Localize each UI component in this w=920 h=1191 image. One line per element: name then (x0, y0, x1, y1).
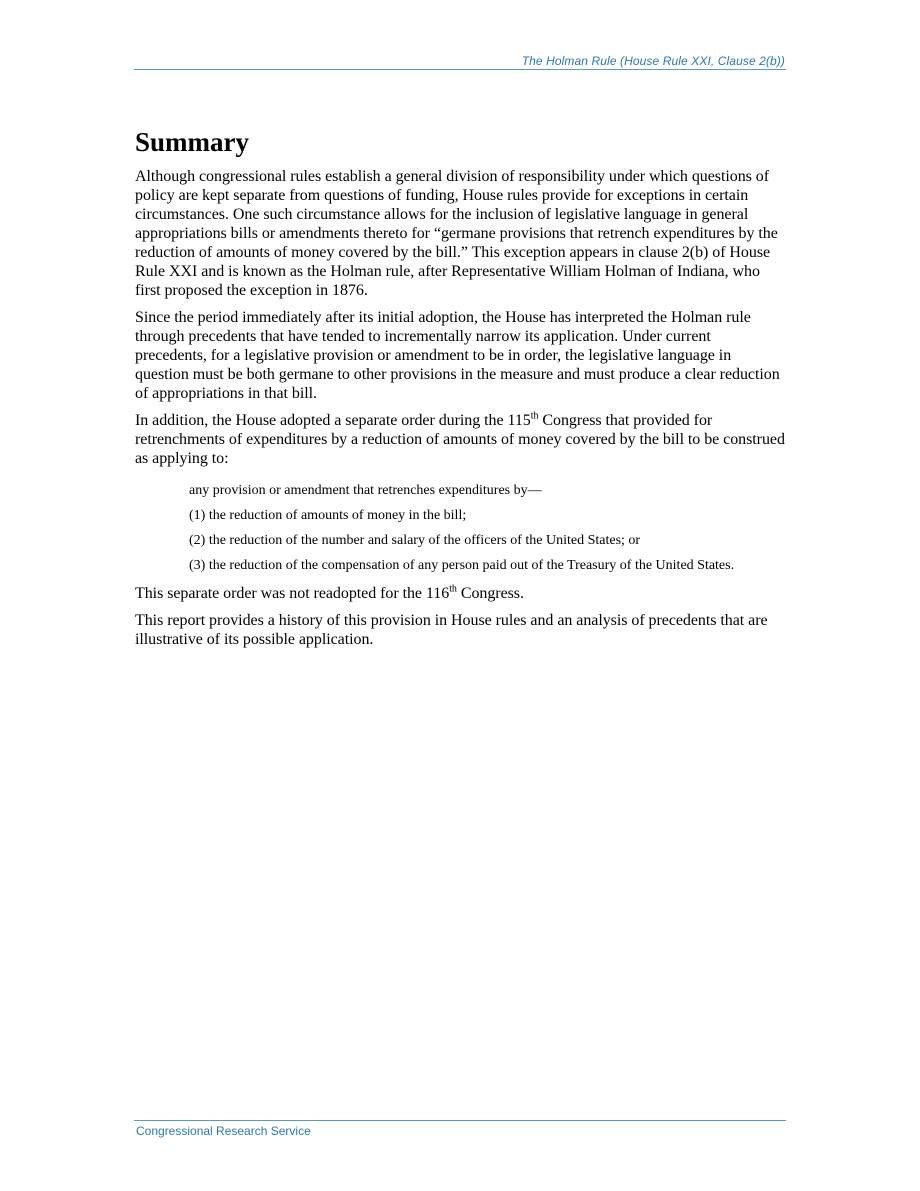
running-header (134, 54, 786, 70)
summary-section (135, 125, 785, 657)
running-footer (134, 1120, 786, 1138)
para3-ordinal-suffix: th (530, 410, 539, 422)
summary-paragraph-5: This report provides a history of this provision in House rules and an analysis of precedents that are illustrative of its possible application. (135, 612, 768, 648)
quote-line-2: (2) the reduction of the number and salary of the officers of the United States; or (189, 533, 641, 548)
quote-line-1: (1) the reduction of amounts of money in the bill; (189, 508, 467, 523)
para3-text-after: Congress that provided for retrenchments of expenditures by a reduction of amounts of money covered by the bill to be construed as applying to: (135, 412, 785, 467)
summary-heading: Summary (135, 127, 249, 157)
footer-organization: Congressional Research Service (136, 1124, 311, 1138)
summary-paragraph-3 (135, 411, 785, 468)
quote-line-intro: any provision or amendment that retrenches expenditures by— (189, 483, 542, 498)
para4-text-before: This separate order was not readopted for the 116 (135, 585, 450, 602)
summary-paragraph-2: Since the period immediately after its initial adoption, the House has interpreted the Holman rule through precedents that have tended to incrementally narrow its application. Under current precedents, for a legislative provision or amendment to be in order, the legislative language in question must be both germane to other provisions in the measure and must produce a clear reduction of appropriations in that bill. (135, 309, 780, 402)
para4-text-after: Congress. (456, 585, 524, 602)
running-header-title: The Holman Rule (House Rule XXI, Clause 2(b)) (521, 54, 785, 68)
block-quote (189, 482, 769, 574)
para4-ordinal-suffix: th (449, 583, 457, 595)
para3-text-before: In addition, the House adopted a separate order during the 115 (135, 412, 531, 429)
summary-paragraph-1: Although congressional rules establish a general division of responsibility under which questions of policy are kept separate from questions of funding, House rules provide for exceptions in certain circumstances. One such circumstance allows for the inclusion of legislative language in general appropriations bills or amendments thereto for “germane provisions that retrench expenditures by the reduction of amounts of money covered by the bill.” This exception appears in clause 2(b) of House Rule XXI and is known as the Holman rule, after Representative William Holman of Indiana, who first proposed the exception in 1876. (135, 168, 778, 299)
quote-line-3: (3) the reduction of the compensation of any person paid out of the Treasury of the United States. (189, 558, 735, 573)
summary-paragraph-4 (135, 584, 785, 603)
